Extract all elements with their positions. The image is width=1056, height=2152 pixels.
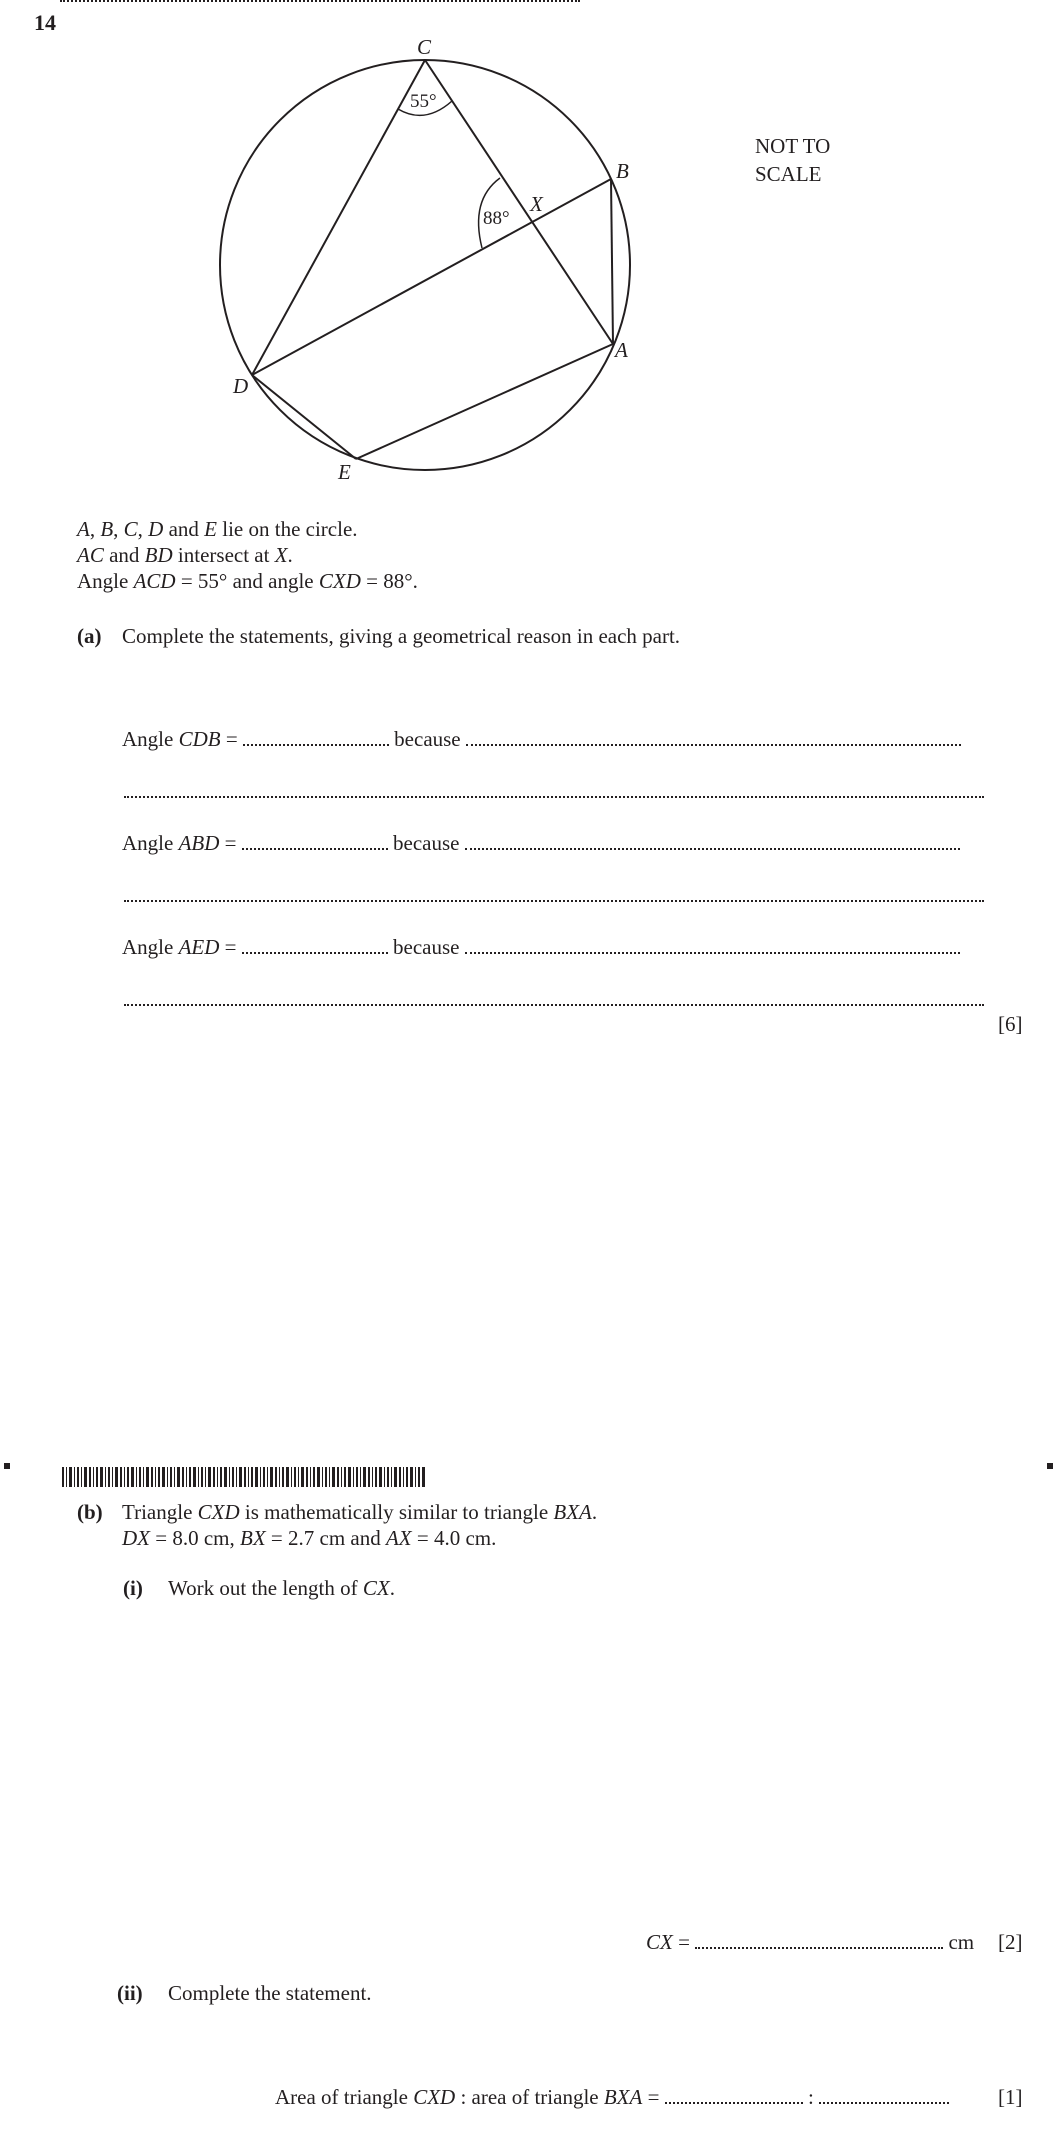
part-b-line-2 <box>122 1526 496 1551</box>
part-b-text: is mathematically similar to triangle <box>239 1500 554 1524</box>
intro-text: intersect at <box>172 543 275 567</box>
intro-bd: BD <box>144 543 173 567</box>
statement-eq: = <box>219 935 242 959</box>
angle-label-c: 55° <box>410 91 437 112</box>
sub-ii-instruction: Complete the statement. <box>168 1981 372 2005</box>
reason-field-aed[interactable] <box>465 951 960 954</box>
sub-i-cx: CX <box>362 1576 390 1600</box>
intro-text: . <box>287 543 293 567</box>
area-cxd: CXD <box>413 2085 456 2109</box>
part-a-marks: [6] <box>998 1012 1023 1036</box>
area-text: : area of triangle <box>455 2085 604 2109</box>
point-label-c: C <box>417 35 432 59</box>
sub-i-text: . <box>389 1576 395 1600</box>
not-to-scale-note <box>755 132 830 188</box>
part-a-instruction: Complete the statements, giving a geometrical reason in each part. <box>122 624 681 648</box>
sub-i-label: (i) <box>123 1576 143 1600</box>
cx-answer-line <box>646 1930 974 1955</box>
note-line-2: SCALE <box>755 162 822 186</box>
statement-because: because <box>387 935 465 959</box>
chord-de <box>252 375 356 459</box>
statement-angle: AED <box>178 935 220 959</box>
barcode <box>62 1467 427 1487</box>
intro-text: lie on the circle. <box>217 517 358 541</box>
part-b-bx: BX <box>240 1526 266 1550</box>
statement-eq: = <box>219 831 242 855</box>
sub-ii-marks: [1] <box>998 2085 1023 2109</box>
intro-cxd: CXD <box>318 569 361 593</box>
area-ratio-statement <box>275 2085 949 2110</box>
statement-prefix: Angle <box>122 831 179 855</box>
answer-field-cdb[interactable] <box>243 743 389 746</box>
statement-prefix: Angle <box>122 935 179 959</box>
note-line-1: NOT TO <box>755 134 831 158</box>
part-a-label: (a) <box>77 624 102 648</box>
point-label-b: B <box>616 159 629 183</box>
point-label-x: X <box>530 192 543 216</box>
statement-because: because <box>387 831 465 855</box>
statement-angle: CDB <box>178 727 221 751</box>
part-b-text: Triangle <box>122 1500 198 1524</box>
area-bxa: BXA <box>603 2085 643 2109</box>
part-b-text: . <box>591 1500 598 1524</box>
statement-angle: ABD <box>178 831 220 855</box>
intro-text: = 55° and angle <box>175 569 319 593</box>
intro-point-d: D <box>148 517 164 541</box>
cx-answer-field[interactable] <box>695 1946 943 1949</box>
sub-i-marks: [2] <box>998 1930 1023 1954</box>
area-eq: = <box>642 2085 665 2109</box>
intro-sep: , <box>89 517 101 541</box>
ratio-answer-right[interactable] <box>819 2101 949 2104</box>
intro-line-3 <box>77 569 418 594</box>
part-b-dx: DX <box>122 1526 150 1550</box>
page-number: 14 <box>34 10 56 35</box>
part-b-text: = 4.0 cm. <box>411 1526 497 1550</box>
intro-acd: ACD <box>133 569 176 593</box>
part-b-text: = 8.0 cm, <box>150 1526 240 1550</box>
point-label-e: E <box>338 460 351 484</box>
intro-line-2 <box>77 543 293 568</box>
answer-field-aed[interactable] <box>242 951 388 954</box>
intro-sep: , <box>137 517 149 541</box>
intro-ac: AC <box>77 543 104 567</box>
intro-text: = 88°. <box>360 569 418 593</box>
intro-text: Angle <box>77 569 134 593</box>
part-b-label: (b) <box>77 1500 103 1524</box>
point-label-a: A <box>615 338 628 362</box>
statement-prefix: Angle <box>122 727 179 751</box>
area-text: Area of triangle <box>275 2085 414 2109</box>
intro-point-c: C <box>123 517 138 541</box>
intro-point-a: A <box>77 517 90 541</box>
sub-i-instruction <box>168 1576 395 1601</box>
reason-field-aed-line-2[interactable] <box>124 1003 984 1006</box>
part-b-ax: AX <box>385 1526 412 1550</box>
cx-answer-var: CX <box>646 1930 673 1954</box>
chord-ba <box>611 179 613 344</box>
reason-field-abd[interactable] <box>465 847 960 850</box>
circle-diagram <box>0 0 1056 500</box>
registration-mark-right <box>1047 1463 1053 1469</box>
statement-eq: = <box>220 727 243 751</box>
reason-field-cdb[interactable] <box>466 743 961 746</box>
reason-field-cdb-line-2[interactable] <box>124 795 984 798</box>
part-b-cxd: CXD <box>197 1500 240 1524</box>
reason-field-abd-line-2[interactable] <box>124 899 984 902</box>
intro-line-1 <box>77 517 358 542</box>
sub-i-text: Work out the length of <box>168 1576 363 1600</box>
intro-point-b: B <box>100 517 114 541</box>
circle <box>220 60 630 470</box>
statement-because: because <box>388 727 466 751</box>
cx-unit: cm <box>948 1930 975 1954</box>
statement-abd <box>122 831 960 856</box>
intro-sep: , <box>113 517 124 541</box>
chord-ca <box>425 60 613 344</box>
sub-ii-label: (ii) <box>117 1981 143 2005</box>
ratio-colon: : <box>802 2085 820 2109</box>
intro-text: and <box>103 543 145 567</box>
chord-ea <box>356 344 613 459</box>
answer-field-abd[interactable] <box>242 847 388 850</box>
intro-x: X <box>274 543 288 567</box>
ratio-answer-left[interactable] <box>665 2101 803 2104</box>
point-label-d: D <box>233 374 249 398</box>
angle-label-x: 88° <box>483 208 510 229</box>
intro-point-e: E <box>204 517 217 541</box>
registration-mark-left <box>4 1463 10 1469</box>
cx-answer-eq: = <box>672 1930 696 1954</box>
part-b-bxa: BXA <box>553 1500 592 1524</box>
part-b-line-1 <box>122 1500 597 1525</box>
intro-sep: and <box>163 517 205 541</box>
part-b-text: = 2.7 cm and <box>265 1526 386 1550</box>
statement-aed <box>122 935 960 960</box>
statement-cdb <box>122 727 961 752</box>
